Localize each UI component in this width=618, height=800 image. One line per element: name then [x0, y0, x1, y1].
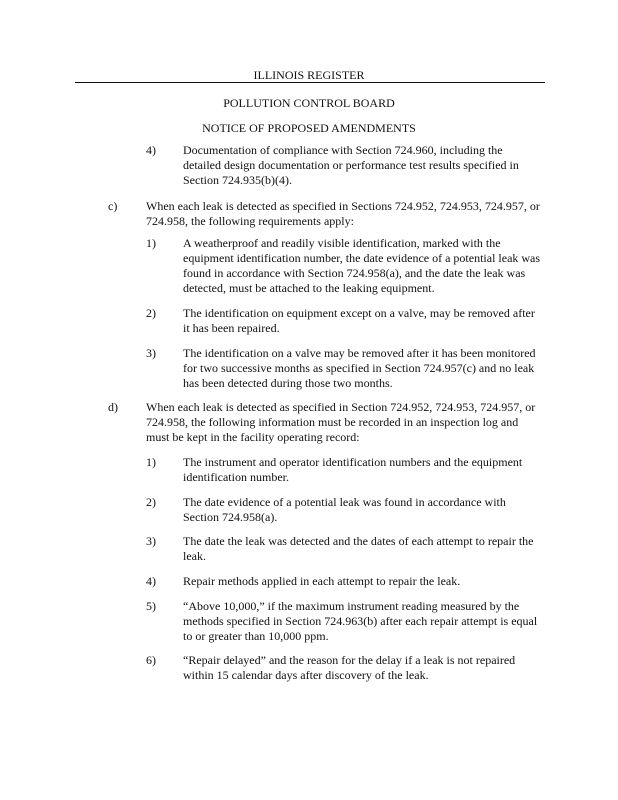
- text-line: identification number.: [183, 470, 289, 484]
- item-label: 2): [146, 495, 156, 509]
- text-line: within 15 calendar days after discovery of the leak.: [183, 668, 429, 682]
- text-line: leak.: [183, 549, 206, 563]
- item-label: 4): [146, 143, 156, 157]
- text-line: When each leak is detected as specified in Sections 724.952, 724.953, 724.957, or: [146, 199, 540, 213]
- item-text: [183, 236, 540, 296]
- text-line: “Above 10,000,” if the maximum instrument reading measured by the: [183, 599, 520, 613]
- text-line: The identification on equipment except on a valve, may be removed after: [183, 306, 535, 320]
- item-label: c): [108, 199, 118, 213]
- item-label: 3): [146, 346, 156, 360]
- item-label: 1): [146, 236, 156, 250]
- text-line: The instrument and operator identification numbers and the equipment: [183, 455, 523, 469]
- item-text: [183, 455, 522, 485]
- text-line: Section 724.958(a).: [183, 510, 278, 524]
- item-label: 3): [146, 534, 156, 548]
- text-line: The identification on a valve may be removed after it has been monitored: [183, 346, 536, 360]
- text-line: A weatherproof and readily visible identification, marked with the: [183, 236, 501, 250]
- notice-title: NOTICE OF PROPOSED AMENDMENTS: [202, 121, 416, 135]
- item-label: 6): [146, 653, 156, 667]
- item-text: [183, 346, 536, 391]
- text-line: has been detected during those two months.: [183, 376, 393, 390]
- text-line: “Repair delayed” and the reason for the delay if a leak is not repaired: [183, 653, 516, 667]
- text-line: equipment identification number, the date evidence of a potential leak was: [183, 251, 541, 265]
- text-line: detailed design documentation or performance test results specified in: [183, 158, 519, 172]
- text-line: detected, must be attached to the leaking equipment.: [183, 281, 435, 295]
- board-title: POLLUTION CONTROL BOARD: [223, 96, 395, 110]
- item-text: [183, 599, 537, 644]
- text-line: 724.958, the following information must be recorded in an inspection log and: [146, 415, 519, 429]
- text-line: for two successive months as specified in Section 724.957(c) and no leak: [183, 361, 535, 375]
- text-line: must be kept in the facility operating record:: [146, 430, 360, 444]
- item-text: [183, 306, 535, 336]
- item-label: d): [108, 400, 118, 414]
- text-line: methods specified in Section 724.963(b) after each repair attempt is equal: [183, 614, 538, 628]
- text-line: The date the leak was detected and the dates of each attempt to repair the: [183, 534, 534, 548]
- text-line: When each leak is detected as specified in Section 724.952, 724.953, 724.957, or: [146, 400, 536, 414]
- text-line: to or greater than 10,000 ppm.: [183, 629, 329, 643]
- text-line: found in accordance with Section 724.958(a), and the date the leak was: [183, 266, 526, 280]
- item-text: [183, 495, 506, 525]
- item-text: [183, 574, 460, 589]
- item-label: 2): [146, 306, 156, 320]
- text-line: Repair methods applied in each attempt to repair the leak.: [183, 574, 461, 588]
- text-line: 724.958, the following requirements apply:: [146, 214, 354, 228]
- item-label: 4): [146, 574, 156, 588]
- text-line: Documentation of compliance with Section 724.960, including the: [183, 143, 503, 157]
- item-text: [183, 653, 515, 683]
- text-line: it has been repaired.: [183, 321, 280, 335]
- item-label: 5): [146, 599, 156, 613]
- item-text: [146, 199, 540, 229]
- item-text: [183, 534, 534, 564]
- item-text: [146, 400, 535, 445]
- text-line: The date evidence of a potential leak was found in accordance with: [183, 495, 506, 509]
- item-label: 1): [146, 455, 156, 469]
- header-rule: [75, 82, 545, 83]
- register-title: ILLINOIS REGISTER: [253, 68, 365, 82]
- text-line: Section 724.935(b)(4).: [183, 173, 292, 187]
- item-text: [183, 143, 519, 188]
